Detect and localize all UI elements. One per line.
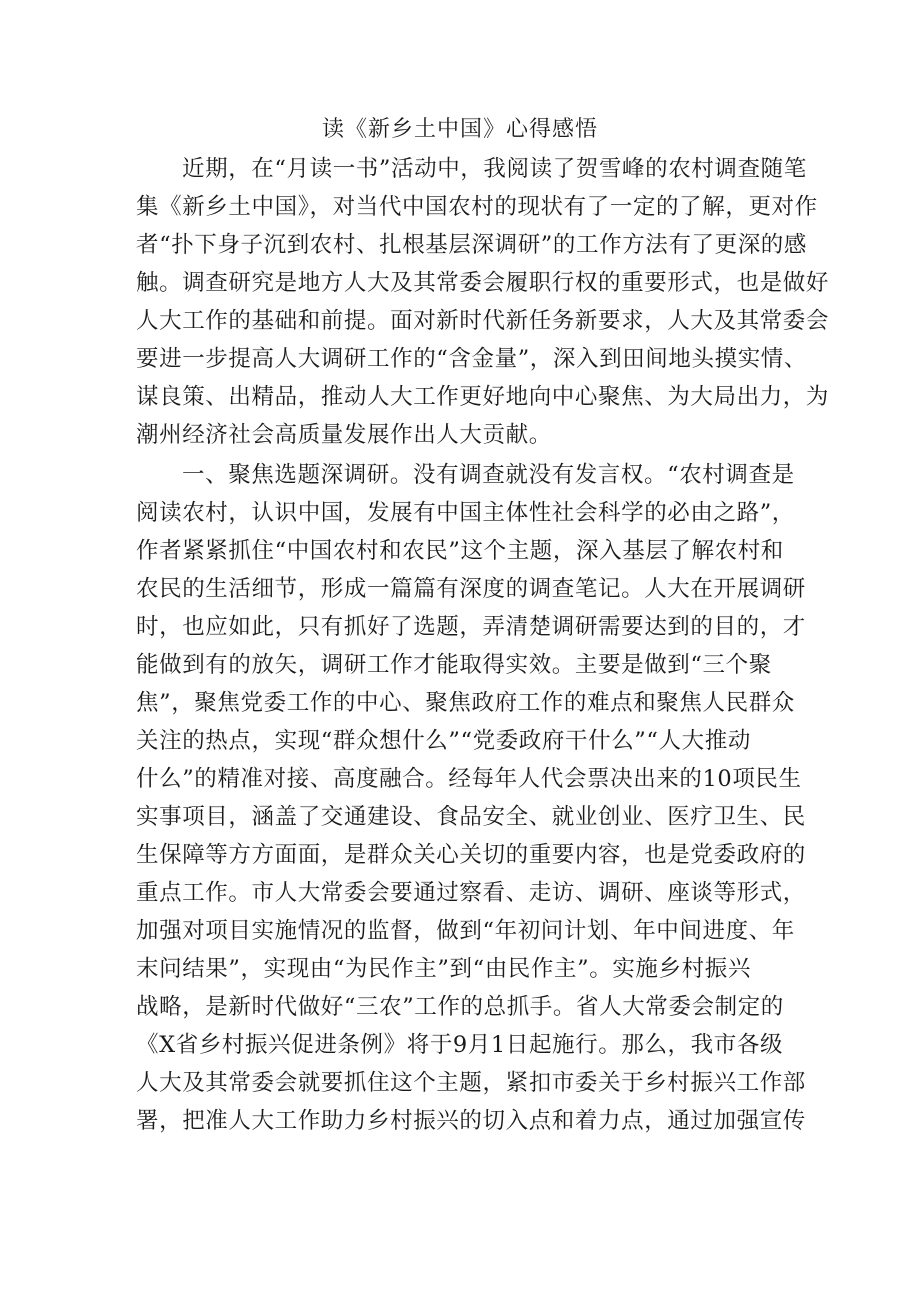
paragraph-2-line-11: 生保障等方方面面，是群众关心关切的重要内容，也是党委政府的	[136, 842, 806, 868]
paragraph-2-line-9: 什么”的精准对接、高度融合。经每年人代会票决出来的10项民生	[136, 766, 802, 792]
paragraph-2-line-4: 农民的生活细节，形成一篇篇有深度的调查笔记。人大在开展调研	[136, 576, 806, 602]
paragraph-1-line-4: 触。调查研究是地方人大及其常委会履职行权的重要形式，也是做好	[136, 270, 830, 296]
paragraph-2-line-15: 战略，是新时代做好“三农”工作的总抓手。省人大常委会制定的	[136, 994, 784, 1020]
paragraph-2-line-6: 能做到有的放矢，调研工作才能取得实效。主要是做到“三个聚	[136, 652, 772, 678]
paragraph-1-line-1: 近期，在“月读一书”活动中，我阅读了贺雪峰的农村调查随笔	[182, 156, 807, 182]
paragraph-1-line-5: 人大工作的基础和前提。面对新时代新任务新要求，人大及其常委会	[136, 308, 830, 334]
paragraph-1-line-6: 要进一步提高人大调研工作的“含金量”，深入到田间地头摸实情、	[136, 346, 808, 372]
paragraph-2-line-14: 末问结果”，实现由“为民作主”到“由民作主”。实施乡村振兴	[136, 956, 751, 982]
paragraph-2-line-10: 实事项目，涵盖了交通建设、食品安全、就业创业、医疗卫生、民	[136, 804, 806, 830]
paragraph-2-line-1: 一、聚焦选题深调研。没有调查就没有发言权。“农村调查是	[182, 462, 795, 488]
document-title: 读《新乡土中国》心得感悟	[321, 117, 598, 142]
paragraph-1-line-3: 者“扑下身子沉到农村、扎根基层深调研”的工作方法有了更深的感	[136, 232, 808, 258]
paragraph-2-line-18: 署，把准人大工作助力乡村振兴的切入点和着力点，通过加强宣传	[136, 1108, 806, 1134]
paragraph-2-line-12: 重点工作。市人大常委会要通过察看、走访、调研、座谈等形式，	[136, 880, 806, 906]
paragraph-1-line-2: 集《新乡土中国》，对当代中国农村的现状有了一定的了解，更对作	[136, 194, 818, 220]
paragraph-2-line-2: 阅读农村，认识中国，发展有中国主体性社会科学的必由之路”，	[136, 500, 795, 526]
paragraph-2-line-8: 关注的热点，实现“群众想什么”“党委政府干什么”“人大推动	[136, 728, 751, 754]
paragraph-2-line-16: 《X省乡村振兴促进条例》将于9月1日起施行。那么，我市各级	[136, 1032, 784, 1058]
paragraph-2-line-7: 焦”，聚焦党委工作的中心、聚焦政府工作的难点和聚焦人民群众	[136, 690, 795, 716]
paragraph-2-line-17: 人大及其常委会就要抓住这个主题，紧扣市委关于乡村振兴工作部	[136, 1070, 806, 1096]
paragraph-2-line-13: 加强对项目实施情况的监督，做到“年初问计划、年中间进度、年	[136, 918, 795, 944]
paragraph-1-line-8: 潮州经济社会高质量发展作出人大贡献。	[136, 422, 552, 448]
paragraph-2-line-5: 时，也应如此，只有抓好了选题，弄清楚调研需要达到的目的，才	[136, 614, 806, 640]
paragraph-1-line-7: 谋良策、出精品，推动人大工作更好地向中心聚焦、为大局出力，为	[136, 384, 830, 410]
paragraph-2-line-3: 作者紧紧抓住“中国农村和农民”这个主题，深入基层了解农村和	[136, 538, 784, 564]
